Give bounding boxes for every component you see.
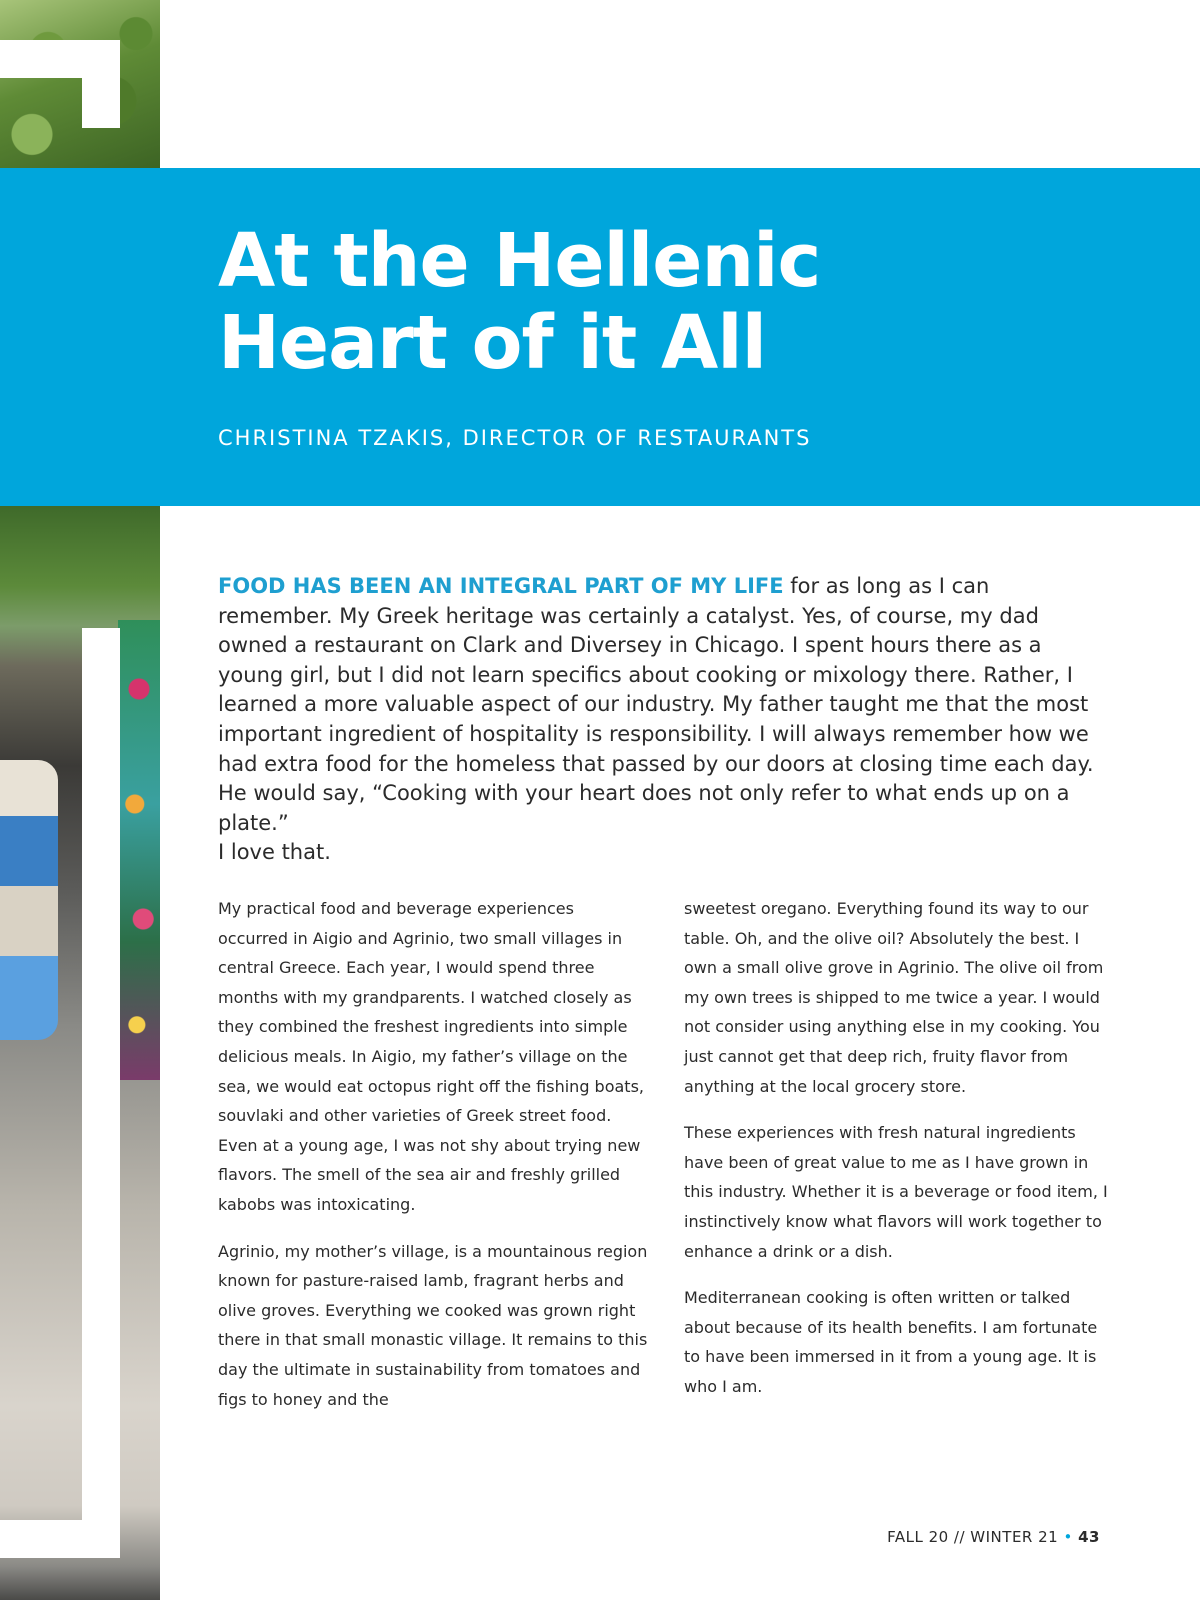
body-column-left <box>218 894 648 1431</box>
lead-in: FOOD HAS BEEN AN INTEGRAL PART OF MY LIFE <box>218 574 784 598</box>
body-paragraph: Agrinio, my mother’s village, is a mountainous region known for pasture-raised lamb, fragrant herbs and olive groves. Everything we cooked was grown right there in that small monastic village. It remains to this day the ultimate in sustainability from tomatoes and figs to honey and the <box>218 1241 648 1409</box>
article-title <box>218 220 1118 384</box>
body-paragraph: My practical food and beverage experiences occurred in Aigio and Agrinio, two small villages in central Greece. Each year, I would spend three months with my grandparents. I watched closely as they combined the freshest ingredients into simple delicious meals. In Aigio, my father’s village on the sea, we would eat octopus right off the fishing boats, souvlaki and other varieties of Greek street food. Even at a young age, I was not shy about trying new flavors. The smell of the sea air and freshly grilled kabobs was intoxicating. <box>218 899 644 1214</box>
page-folio <box>887 1528 1100 1546</box>
title-line-1: At the Hellenic <box>218 218 821 304</box>
frame-bracket-top <box>0 40 120 128</box>
author-byline: CHRISTINA TZAKIS, DIRECTOR OF RESTAURANTS <box>218 426 812 450</box>
body-paragraph: Mediterranean cooking is often written or talked about because of its health benefits. I am fortunate to have been immersed in it from a young age. It is who I am. <box>684 1288 1098 1396</box>
painted-mural <box>118 620 160 1080</box>
intro-closing: I love that. <box>218 840 331 865</box>
title-line-2: Heart of it All <box>218 300 766 386</box>
intro-text: for as long as I can remember. My Greek heritage was certainly a catalyst. Yes, of course, my dad owned a restaurant on Clark and Diversey in Chicago. I spent hours there as a young girl, but I did not learn specifics about cooking or mixology there. Rather, I learned a more valuable aspect of our industry. My father taught me that the most important ingredient of hospitality is responsibility. I will always remember how we had extra food for the homeless that passed by our doors at closing time each day. He would say, “Cooking with your heart does not only refer to what ends up on a plate.” <box>218 574 1094 835</box>
frame-bracket-bottom <box>0 628 120 1558</box>
body-paragraph: These experiences with fresh natural ingredients have been of great value to me as I have grown in this industry. Whether it is a beverage or food item, I instinctively know what flavors will work together to enhance a drink or a dish. <box>684 1123 1108 1261</box>
body-paragraph: sweetest oregano. Everything found its way to our table. Oh, and the olive oil? Absolutely the best. I own a small olive grove in Agrinio. The olive oil from my own trees is shipped to me twice a year. I would not consider using anything else in my cooking. You just cannot get that deep rich, fruity flavor from anything at the local grocery store. <box>684 899 1104 1096</box>
issue-label: FALL 20 // WINTER 21 <box>887 1528 1059 1546</box>
page-number: 43 <box>1078 1528 1100 1546</box>
body-column-right <box>684 894 1114 1419</box>
folio-separator: • <box>1063 1528 1073 1546</box>
intro-paragraph <box>218 572 1103 868</box>
